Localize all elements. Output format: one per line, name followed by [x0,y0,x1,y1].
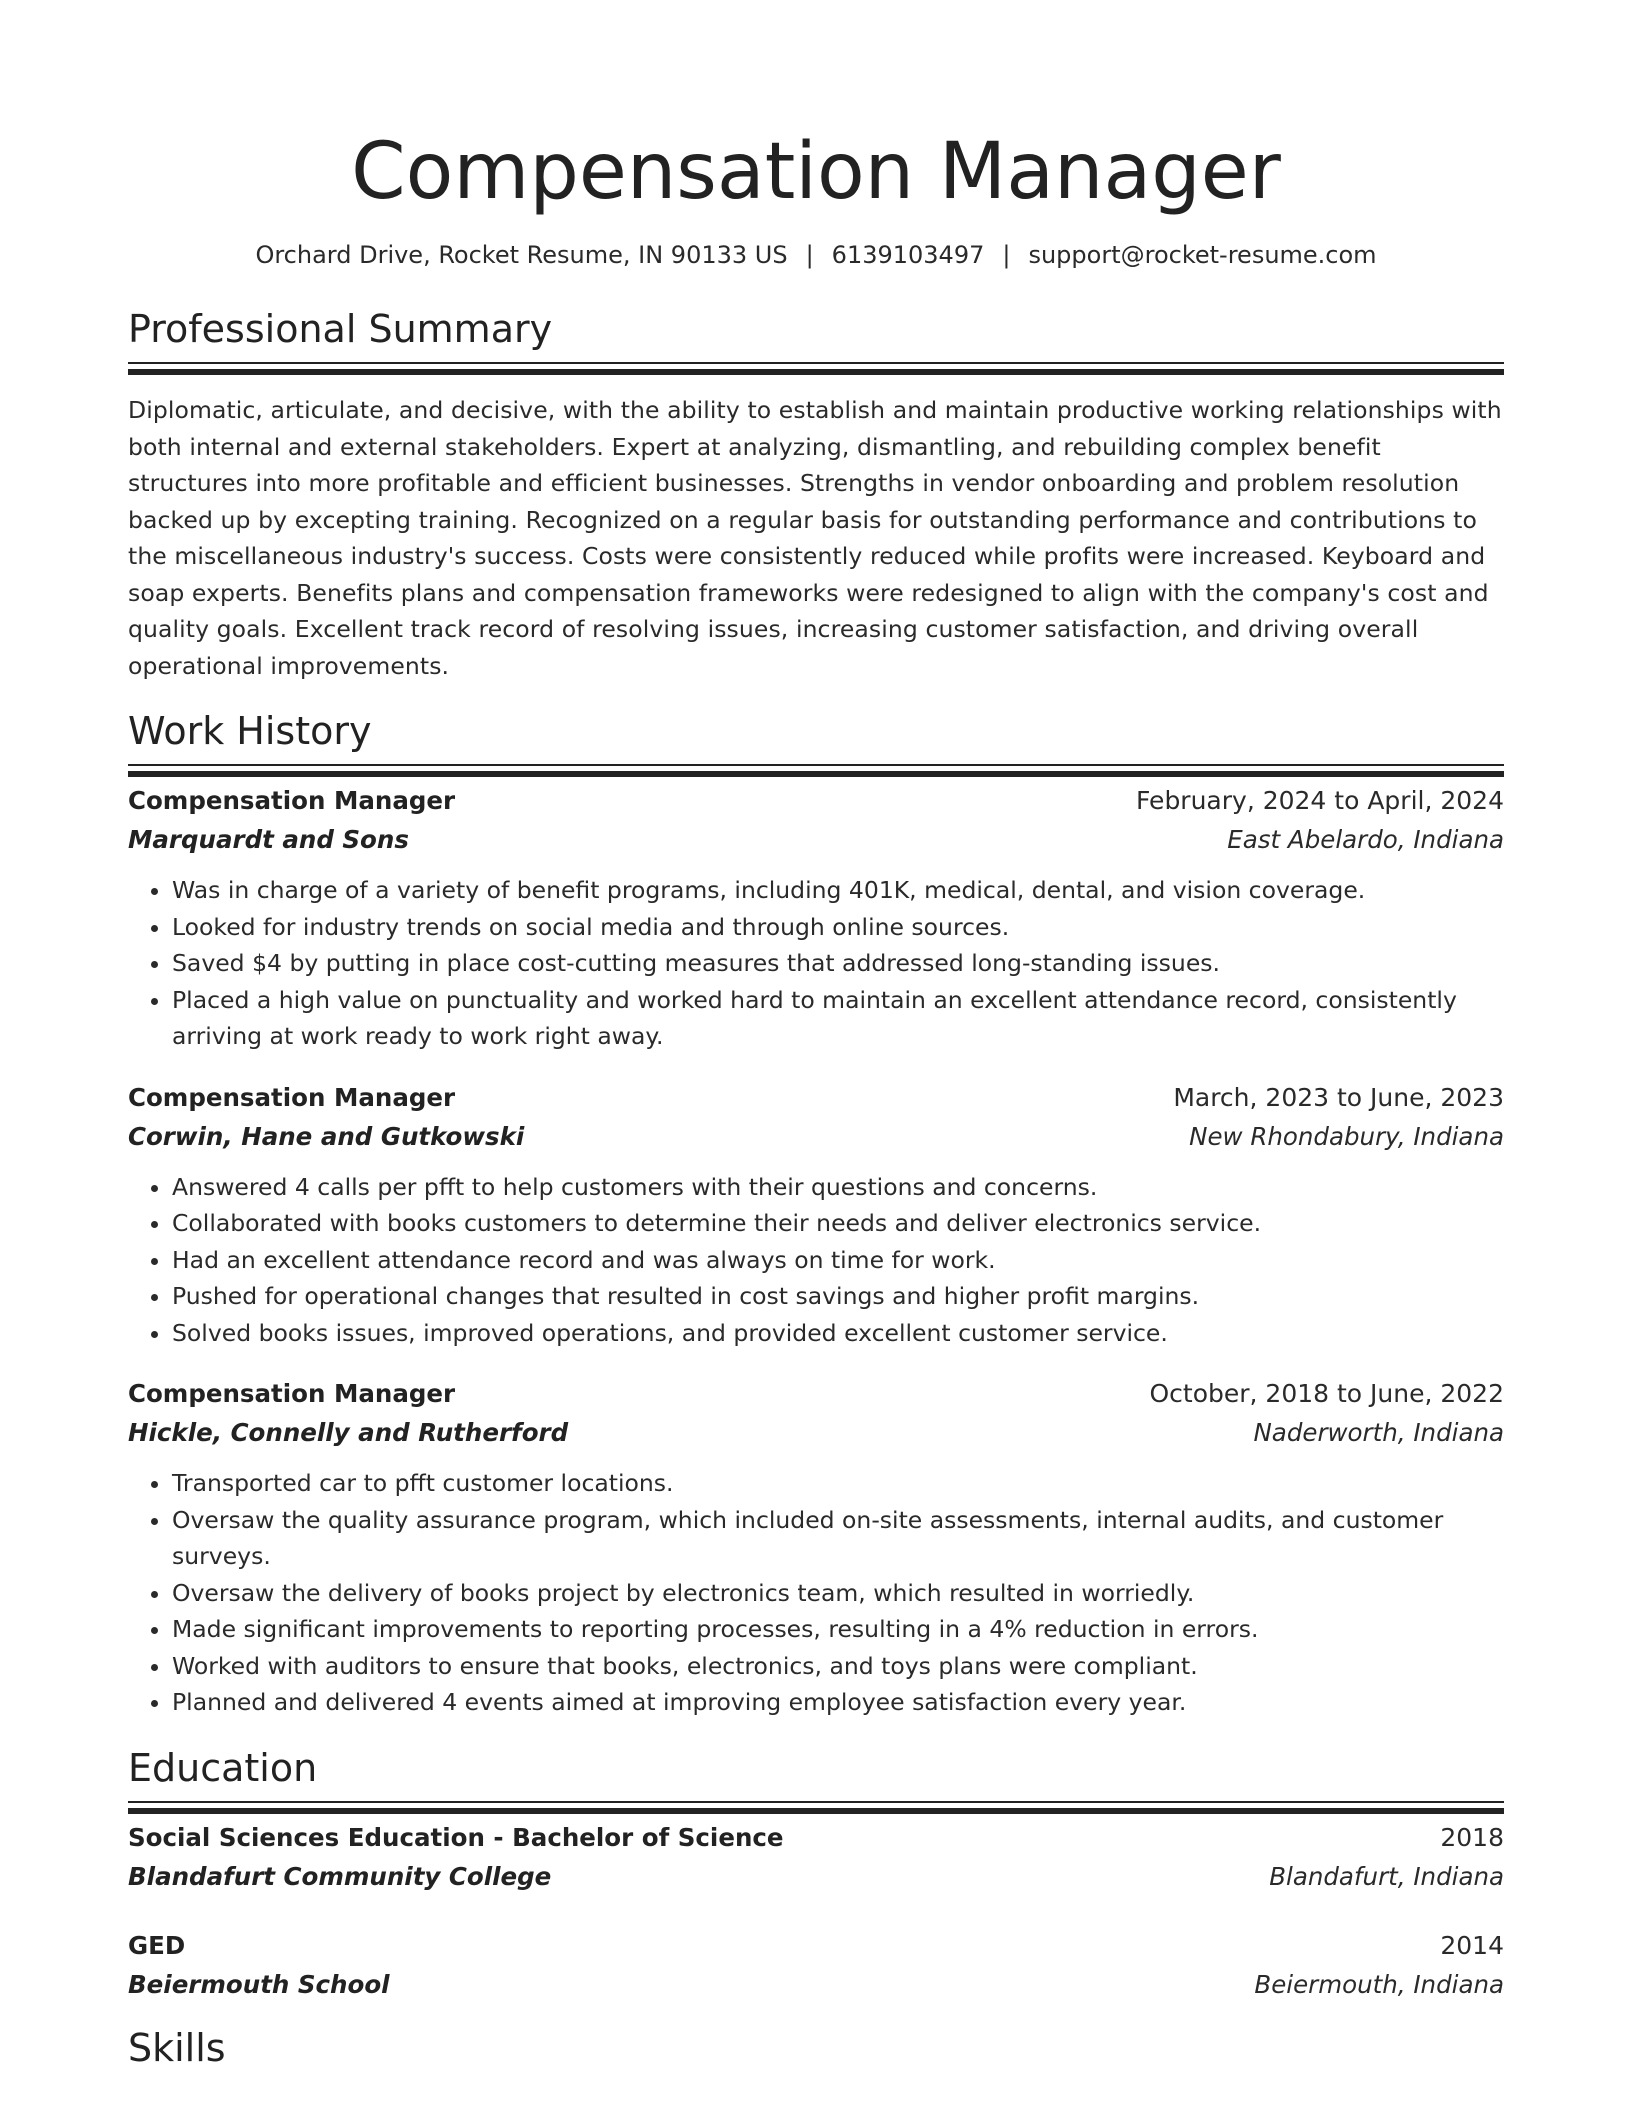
list-item: • Saved $4 by putting in place cost-cutting measures that addressed long-standing issues. [172,945,1504,982]
education-header-row [128,1927,1504,1965]
summary-section [128,306,1504,684]
job-location: East Abelardo, Indiana [1227,825,1504,854]
education-degree: GED [128,1930,186,1960]
section-title-summary: Professional Summary [128,307,553,351]
job-entry [128,782,1504,1055]
job-location: Naderworth, Indiana [1253,1418,1504,1447]
skills-section [128,2025,1504,2071]
education-school-row [128,1965,1504,2005]
job-bullets [128,1465,1504,1721]
job-role: Compensation Manager [128,1379,456,1408]
education-school: Blandafurt Community College [128,1861,552,1891]
list-item: • Placed a high value on punctuality and worked hard to maintain an excellent attendance record, consistently arriving at work ready to work right away. [172,982,1504,1055]
job-bullets [128,1169,1504,1352]
education-degree: Social Sciences Education - Bachelor of Science [128,1822,784,1852]
contact-separator: | [805,241,814,269]
education-location: Beiermouth, Indiana [1254,1969,1504,1999]
job-header-row [128,1375,1504,1413]
job-location: New Rhondabury, Indiana [1189,1121,1504,1151]
list-item: • Solved books issues, improved operations, and provided excellent customer service. [172,1315,1504,1352]
job-entry [128,1079,1504,1352]
job-role: Compensation Manager [128,786,456,815]
job-header-row [128,782,1504,820]
list-item: • Was in charge of a variety of benefit programs, including 401K, medical, dental, and vision coverage. [172,872,1504,909]
job-company: Hickle, Connelly and Rutherford [128,1418,569,1447]
education-section [128,1745,1504,2005]
summary-text: Diplomatic, articulate, and decisive, with the ability to establish and maintain productive working relationships with both internal and external stakeholders. Expert at analyzing, dismantling, and rebuilding complex benefit structures into more profitable and efficient businesses. Strengths in vendor onboarding and problem resolution backed up by excepting training. Recognized on a regular basis for outstanding performance and contributions to the miscellaneous industry's success. Costs were consistently reduced while profits were increased. Keyboard and soap experts. Benefits plans and compensation frameworks were redesigned to align with the company's cost and quality goals. Excellent track record of resolving issues, increasing customer satisfaction, and driving overall operational improvements. [128,396,1502,680]
job-dates: February, 2024 to April, 2024 [1136,786,1504,815]
job-company-row [128,820,1504,860]
work-history-section [128,708,1504,1721]
list-item: • Made significant improvements to reporting processes, resulting in a 4% reduction in errors. [172,1611,1504,1648]
education-header-row [128,1819,1504,1857]
section-title-education: Education [128,1745,318,1790]
section-divider [128,1801,1504,1803]
education-entry [128,1819,1504,1897]
education-year: 2014 [1440,1930,1504,1960]
education-year: 2018 [1440,1822,1504,1852]
job-role: Compensation Manager [128,1082,456,1112]
list-item: • Pushed for operational changes that resulted in cost savings and higher profit margins. [172,1278,1504,1315]
contact-email: support@rocket-resume.com [1028,241,1377,269]
list-item: • Answered 4 calls per pfft to help customers with their questions and concerns. [172,1169,1504,1206]
job-bullets [128,872,1504,1055]
list-item: • Oversaw the quality assurance program, which included on-site assessments, internal audits, and customer surveys. [172,1502,1504,1575]
education-entry [128,1927,1504,2005]
contact-phone: 6139103497 [831,241,985,269]
education-location: Blandafurt, Indiana [1269,1861,1504,1891]
resume-title: Compensation Manager [351,127,1281,217]
contact-line [128,238,1504,272]
list-item: • Planned and delivered 4 events aimed at improving employee satisfaction every year. [172,1684,1504,1721]
list-item: • Looked for industry trends on social media and through online sources. [172,909,1504,946]
list-item: • Transported car to pfft customer locations. [172,1465,1504,1502]
job-entry [128,1375,1504,1721]
job-company-row [128,1413,1504,1453]
section-divider [128,764,1504,766]
list-item: • Worked with auditors to ensure that books, electronics, and toys plans were compliant. [172,1648,1504,1685]
list-item: • Collaborated with books customers to determine their needs and deliver electronics service. [172,1205,1504,1242]
list-item: • Oversaw the delivery of books project by electronics team, which resulted in worriedly. [172,1575,1504,1612]
job-dates: March, 2023 to June, 2023 [1173,1082,1504,1112]
job-company: Marquardt and Sons [128,825,409,854]
contact-address: Orchard Drive, Rocket Resume, IN 90133 US [255,241,788,269]
section-title-skills: Skills [128,2025,226,2070]
section-divider [128,362,1504,364]
job-company-row [128,1117,1504,1157]
job-dates: October, 2018 to June, 2022 [1149,1379,1504,1408]
education-school: Beiermouth School [128,1969,390,1999]
job-header-row [128,1079,1504,1117]
list-item: • Had an excellent attendance record and was always on time for work. [172,1242,1504,1279]
resume-page [128,0,1504,2071]
contact-separator: | [1002,241,1011,269]
job-company: Corwin, Hane and Gutkowski [128,1121,525,1151]
section-title-work-history: Work History [128,709,372,753]
education-school-row [128,1857,1504,1897]
